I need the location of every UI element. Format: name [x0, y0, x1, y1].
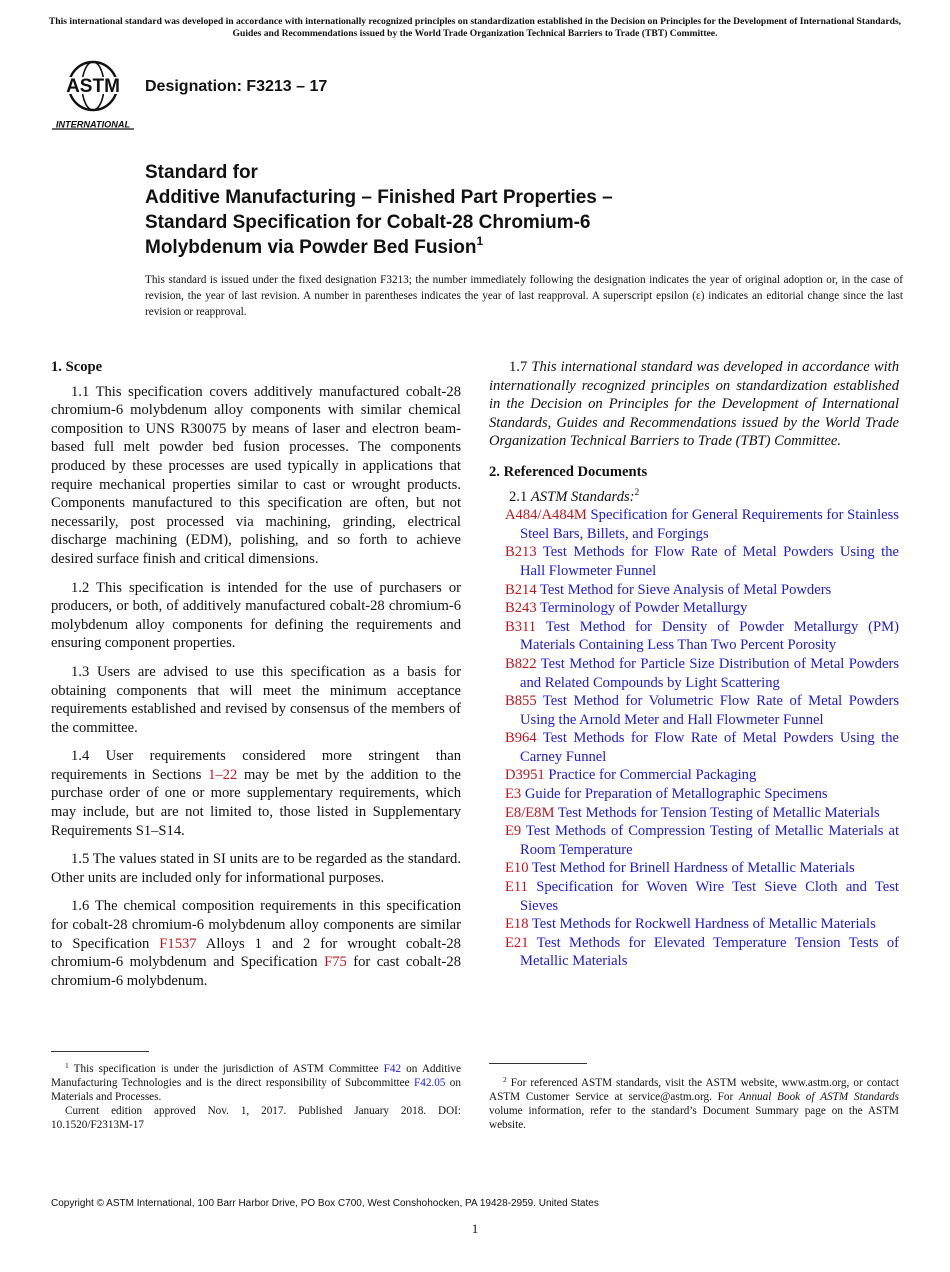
footnote-2: [489, 1076, 899, 1132]
scope-1-7-number: 1.7: [509, 359, 532, 375]
reference-item: [489, 543, 899, 580]
reference-code-link[interactable]: B214: [505, 581, 537, 598]
title-line-4: [145, 235, 805, 260]
reference-title-link[interactable]: Practice for Commercial Packaging: [544, 767, 757, 784]
reference-code-link[interactable]: E3: [505, 786, 522, 803]
scope-1-6-text-c: for cast cobalt-28 chromium-6 molybdenum.: [51, 954, 461, 989]
reference-title-link[interactable]: Test Methods for Elevated Temperature Tension Tests of Metallic Materials: [520, 934, 899, 970]
reference-item: [489, 804, 899, 823]
scope-1-5: 1.5 The values stated in SI units are to be regarded as the standard. Other units are included only for informational purposes.: [51, 851, 461, 886]
scope-1-4: [51, 747, 461, 840]
page-number: 1: [471, 1221, 479, 1236]
reference-code-link[interactable]: B213: [505, 544, 537, 561]
scope-1-4-text-a: 1.4 User requirements considered more stringent than requirements in Sections: [51, 748, 461, 783]
footnote-1-text-b: on Additive Manufacturing Technologies and is the direct responsibility of Subcommittee: [51, 1063, 461, 1089]
reference-item: [489, 915, 899, 934]
reference-title-link[interactable]: Specification for Woven Wire Test Sieve Cloth and Test Sieves: [520, 879, 899, 914]
title-line-1: Standard for: [145, 162, 258, 183]
reference-code-link[interactable]: E21: [505, 934, 529, 951]
reference-code-link[interactable]: A484/A484M: [505, 507, 587, 524]
reference-item: [489, 934, 899, 971]
scope-1-7: [489, 358, 899, 451]
reference-item: [489, 766, 899, 785]
f42-05-link[interactable]: F42.05: [414, 1077, 446, 1089]
reference-item: [489, 822, 899, 859]
reference-title-link[interactable]: Test Methods for Flow Rate of Metal Powders Using the Carney Funnel: [520, 730, 899, 765]
reference-code-link[interactable]: D3951: [505, 767, 545, 784]
footnote-1-text-a: This specification is under the jurisdiction of ASTM Committee: [73, 1063, 384, 1075]
reference-title-link[interactable]: Specification for General Requirements for Stainless Steel Bars, Billets, and Forgings: [520, 507, 899, 542]
reference-item: [489, 618, 899, 655]
scope-1-3: 1.3 Users are advised to use this specification as a basis for obtaining components that will meet the minimum acceptance requirements established and revised by consensus of the members of the committee.: [51, 663, 461, 736]
copyright: Copyright © ASTM International, 100 Barr Harbor Drive, PO Box C700, West Conshohocken, PA 19428-2959. United States: [51, 1198, 599, 1209]
reference-code-link[interactable]: B964: [505, 730, 537, 747]
title-line-2: Additive Manufacturing – Finished Part Properties –: [145, 187, 613, 208]
reference-title-link[interactable]: Guide for Preparation of Metallographic Specimens: [521, 786, 828, 803]
reference-item: [489, 785, 899, 804]
title-footnote-mark: 1: [476, 234, 484, 248]
reference-item: [489, 581, 899, 600]
left-column: [51, 358, 461, 1000]
references-heading: 2. Referenced Documents: [489, 463, 648, 480]
reference-item: [489, 599, 899, 618]
reference-code-link[interactable]: E10: [505, 860, 529, 877]
footnote-2-mark: 2: [503, 1075, 507, 1084]
reference-title-link[interactable]: Test Methods for Tension Testing of Metallic Materials: [554, 804, 880, 821]
reference-item: [489, 692, 899, 729]
scope-1-1: 1.1 This specification covers additively manufactured cobalt-28 chromium-6 molybdenum alloy components with similar chemical composition to UNS R30075 by means of laser and electron beam-based full melt powder bed fusion processes. The components produced by these processes are used typically in applications that require mechanical properties similar to cast or wrought products. Components manufactured to this specification are often, but not necessarily, post processed via machining, grinding, electrical discharge machining (EDM), polishing, and so forth to achieve desired surface finish and critical dimensions.: [51, 383, 461, 567]
f75-link[interactable]: F75: [324, 954, 347, 971]
astm-standards-subheading: [489, 488, 899, 507]
subheading-number: 2.1: [509, 488, 531, 505]
title-line-3: Standard Specification for Cobalt-28 Chromium-6: [145, 212, 591, 233]
footnote-1: [51, 1062, 461, 1132]
scope-1-6-text-a: 1.6 The chemical composition requirements in this specification for cobalt-28 chromium-6 molybdenum alloy components are similar to Specification: [51, 898, 461, 952]
reference-code-link[interactable]: E11: [505, 879, 528, 896]
reference-item: [489, 878, 899, 915]
footnote-1-text: [51, 1062, 461, 1104]
footnote-rule-right: [489, 1063, 587, 1064]
reference-item: [489, 729, 899, 766]
tbt-notice: This international standard was developed in accordance with internationally recognized principles on standardization established in the Decision on Principles for the Development of International Standards, Guides and Recommendations issued by the World Trade Organization Technical Barriers to Trade (TBT) Committee.: [48, 16, 902, 39]
edition-note: Current edition approved Nov. 1, 2017. Published January 2018. DOI: 10.1520/F2313M-17: [51, 1105, 461, 1131]
reference-title-link[interactable]: Test Method for Volumetric Flow Rate of Metal Powders Using the Arnold Meter and Hall Flowmeter Funnel: [520, 693, 899, 728]
f1537-link[interactable]: F1537: [159, 935, 197, 952]
reference-title-link[interactable]: Test Methods of Compression Testing of Metallic Materials at Room Temperature: [520, 823, 899, 858]
reference-title-link[interactable]: Test Method for Density of Powder Metallurgy (PM) Materials Containing Less Than Two Percent Porosity: [520, 618, 899, 654]
subheading-footnote-mark: 2: [634, 487, 640, 498]
reference-list: [489, 506, 899, 971]
footnote-2-italic: Annual Book of ASTM Standards: [739, 1091, 899, 1103]
reference-title-link[interactable]: Terminology of Powder Metallurgy: [536, 600, 748, 617]
scope-heading: 1. Scope: [51, 359, 103, 375]
designation: Designation: F3213 – 17: [145, 78, 328, 95]
title-line-4-text: Molybdenum via Powder Bed Fusion: [145, 237, 477, 258]
issue-note: This standard is issued under the fixed designation F3213; the number immediately following the designation indicates the year of original adoption or, in the case of revision, the year of last revision. A number in parentheses indicates the year of last reapproval. A superscript epsilon (ε) indicates an editorial change since the last revision or reapproval.: [145, 274, 903, 318]
scope-1-2: 1.2 This specification is intended for the use of purchasers or producers, or both, of additively manufactured cobalt-28 chromium-6 molybdenum alloy components for defining the requirements and ensuring component properties.: [51, 579, 461, 652]
footnote-1-mark: 1: [65, 1061, 69, 1070]
footnote-rule-left: [51, 1051, 149, 1052]
footnote-2-text-a: For referenced ASTM standards, visit the ASTM website, www.astm.org, or contact ASTM Customer Service at service@astm.org. For: [489, 1077, 899, 1103]
reference-title-link[interactable]: Test Methods for Rockwell Hardness of Metallic Materials: [528, 916, 876, 933]
footnote-2-text-b: volume information, refer to the standard’s Document Summary page on the ASTM website.: [489, 1105, 899, 1131]
astm-logo: [52, 58, 134, 130]
reference-title-link[interactable]: Test Method for Sieve Analysis of Metal Powders: [536, 581, 832, 598]
sections-link[interactable]: 1–22: [208, 766, 238, 783]
scope-1-6-text-b: Alloys 1 and 2 for wrought cobalt-28 chromium-6 molybdenum and Specification: [51, 935, 461, 971]
right-column: [489, 358, 899, 971]
reference-code-link[interactable]: B243: [505, 600, 537, 617]
scope-1-7-text: This international standard was developed in accordance with internationally recognized principles on standardization established in the Decision on Principles for the Development of International Standards, Guides and Recommendations issued by the World Trade Organization Technical Barriers to Trade (TBT) Committee.: [489, 359, 900, 450]
reference-title-link[interactable]: Test Methods for Flow Rate of Metal Powders Using the Hall Flowmeter Funnel: [520, 544, 899, 579]
footnote-1-text-c: on Materials and Processes.: [51, 1077, 461, 1103]
reference-code-link[interactable]: E8/E8M: [505, 804, 555, 821]
document-title: [145, 160, 805, 260]
reference-code-link[interactable]: E18: [505, 916, 529, 933]
reference-item: [489, 655, 899, 692]
reference-title-link[interactable]: Test Method for Brinell Hardness of Metallic Materials: [528, 860, 855, 877]
reference-title-link[interactable]: Test Method for Particle Size Distribution of Metal Powders and Related Compounds by Light Scattering: [520, 655, 899, 691]
scope-1-6: [51, 897, 461, 990]
astm-globe-icon: [52, 58, 134, 130]
reference-code-link[interactable]: E9: [505, 823, 522, 840]
scope-1-4-text-b: may be met by the addition to the purchase order of one or more supplementary requirements, which may include, but are not limited to, those listed in Supplementary Requirements S1–S14.: [51, 766, 461, 839]
logo-sub-text: INTERNATIONAL: [55, 119, 131, 130]
reference-item: [489, 506, 899, 543]
reference-code-link[interactable]: B855: [505, 693, 537, 710]
logo-main-text: ASTM: [66, 76, 120, 97]
footnote-2-text: [489, 1076, 899, 1132]
subheading-label: ASTM Standards:: [530, 488, 635, 505]
f42-link[interactable]: F42: [383, 1063, 402, 1075]
reference-code-link[interactable]: B311: [505, 618, 537, 635]
reference-code-link[interactable]: B822: [505, 655, 537, 672]
reference-item: [489, 859, 899, 878]
